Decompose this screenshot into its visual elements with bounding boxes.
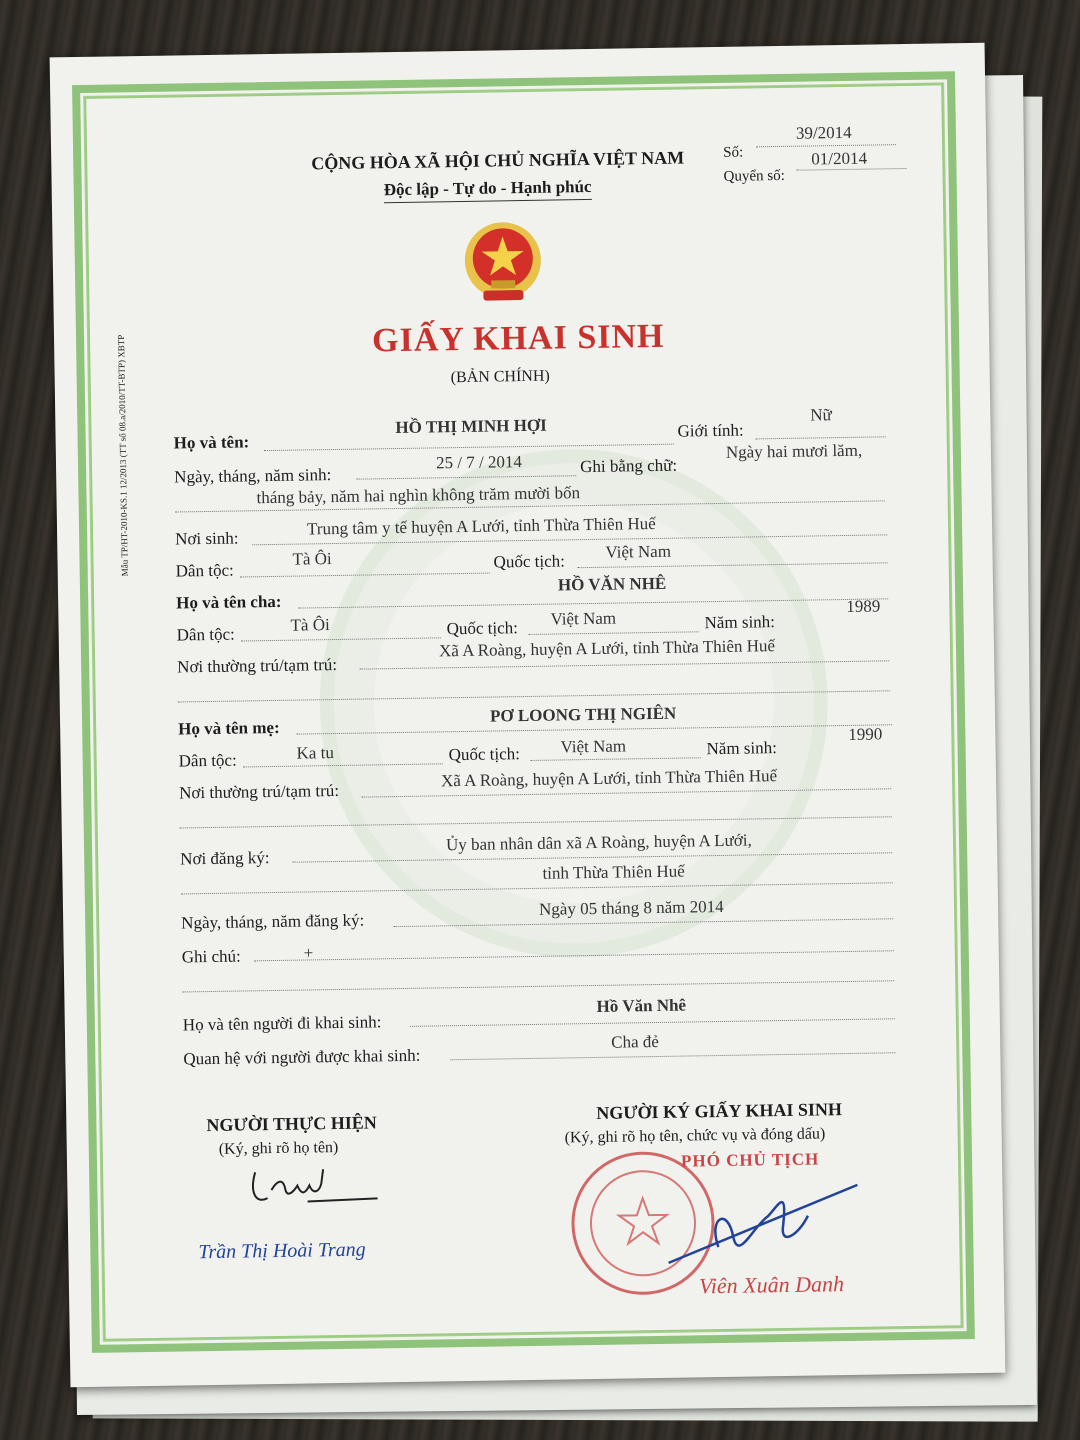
- note-label: Ghi chú:: [181, 946, 241, 967]
- mother-name: PƠ LOONG THỊ NGIÊN: [489, 703, 677, 726]
- gender-value: Nữ: [810, 405, 832, 425]
- child-nation: Việt Nam: [605, 541, 672, 562]
- father-nation: Việt Nam: [550, 608, 617, 629]
- mother-year-label: Năm sinh:: [706, 738, 778, 759]
- mother-ethnic-label: Dân tộc:: [178, 750, 237, 771]
- so-value: 39/2014: [795, 122, 852, 143]
- child-name: HỒ THỊ MINH HỢI: [395, 415, 547, 438]
- motto: Độc lập - Tự do - Hạnh phúc: [384, 177, 592, 203]
- dob-label: Ngày, tháng, năm sinh:: [174, 465, 332, 487]
- so-label: Số:: [723, 144, 744, 161]
- dob-words-line1: Ngày hai mươi lăm,: [725, 440, 863, 462]
- father-nation-label: Quốc tịch:: [446, 618, 519, 639]
- pob-value: Trung tâm y tế huyện A Lưới, tỉnh Thừa Thiên Huế: [306, 513, 656, 539]
- left-signer-title: NGƯỜI THỰC HIỆN: [206, 1112, 377, 1136]
- note-value: +: [303, 943, 314, 963]
- right-handwritten-signature: [657, 1165, 879, 1278]
- mother-name-label: Họ và tên mẹ:: [178, 717, 280, 739]
- mother-nation: Việt Nam: [560, 736, 627, 757]
- father-ethnic: Tà Ôi: [290, 615, 330, 635]
- mother-nation-label: Quốc tịch:: [448, 744, 521, 765]
- words-label: Ghi bằng chữ:: [579, 455, 678, 477]
- reg-date-label: Ngày, tháng, năm đăng ký:: [181, 910, 365, 933]
- child-nation-label: Quốc tịch:: [493, 551, 566, 572]
- document-subtitle: (BẢN CHÍNH): [450, 367, 550, 387]
- father-year-label: Năm sinh:: [704, 612, 776, 633]
- relation-label: Quan hệ với người được khai sinh:: [183, 1045, 421, 1069]
- father-year: 1989: [846, 596, 881, 616]
- father-name-label: Họ và tên cha:: [176, 591, 282, 613]
- pob-label: Nơi sinh:: [175, 528, 239, 549]
- mother-year: 1990: [848, 724, 883, 744]
- declarant-label: Họ và tên người đi khai sinh:: [182, 1012, 382, 1035]
- right-signer-title: NGƯỜI KÝ GIẤY KHAI SINH: [596, 1099, 843, 1123]
- quyen-value: 01/2014: [811, 148, 868, 169]
- father-res-label: Nơi thường trú/tạm trú:: [177, 654, 338, 677]
- dob-words-line2: tháng bảy, năm hai nghìn không trăm mười bốn: [256, 483, 581, 508]
- mother-ethnic: Ka tu: [296, 743, 335, 763]
- right-signer-sub: (Ký, ghi rõ họ tên, chức vụ và đóng dấu): [564, 1125, 826, 1147]
- quyen-label: Quyển số:: [723, 167, 785, 185]
- child-name-label: Họ và tên:: [173, 432, 250, 453]
- dob-value: 25 / 7 / 2014: [435, 452, 523, 473]
- mother-residence: Xã A Roàng, huyện A Lưới, tỉnh Thừa Thiên Huế: [440, 766, 778, 791]
- child-ethnic-label: Dân tộc:: [175, 560, 234, 581]
- child-ethnic: Tà Ôi: [292, 549, 332, 569]
- left-handwritten-signature: [247, 1160, 388, 1212]
- birth-certificate-document: [50, 43, 1006, 1388]
- mother-res-label: Nơi thường trú/tạm trú:: [179, 780, 340, 803]
- right-signer-name: Viên Xuân Danh: [698, 1271, 845, 1299]
- reg-place-line2: tỉnh Thừa Thiên Huế: [542, 861, 685, 883]
- form-code-side-text: Mẫu TP/HT-2010-KS.1 12/2013 (TT số 08.a/2010/TT-BTP) XBTP: [115, 334, 130, 577]
- republic-heading: CỘNG HÒA XÃ HỘI CHỦ NGHĨA VIỆT NAM: [311, 147, 685, 174]
- reg-place-label: Nơi đăng ký:: [180, 848, 270, 869]
- father-residence: Xã A Roàng, huyện A Lưới, tỉnh Thừa Thiên Huế: [438, 636, 776, 661]
- document-title: GIẤY KHAI SINH: [371, 317, 665, 360]
- declarant-name: Hồ Văn Nhê: [596, 995, 687, 1016]
- reg-place-line1: Ủy ban nhân dân xã A Roàng, huyện A Lưới,: [445, 830, 752, 855]
- father-name: HỒ VĂN NHÊ: [557, 573, 667, 595]
- father-ethnic-label: Dân tộc:: [176, 624, 235, 645]
- reg-date: Ngày 05 tháng 8 năm 2014: [538, 896, 724, 919]
- left-signer-name: Trần Thị Hoài Trang: [198, 1238, 366, 1264]
- right-signer-position: PHÓ CHỦ TỊCH: [680, 1149, 820, 1171]
- relation-value: Cha đẻ: [611, 1031, 659, 1052]
- national-emblem-icon: [460, 220, 545, 311]
- left-signer-sub: (Ký, ghi rõ họ tên): [218, 1139, 339, 1158]
- gender-label: Giới tính:: [677, 420, 744, 441]
